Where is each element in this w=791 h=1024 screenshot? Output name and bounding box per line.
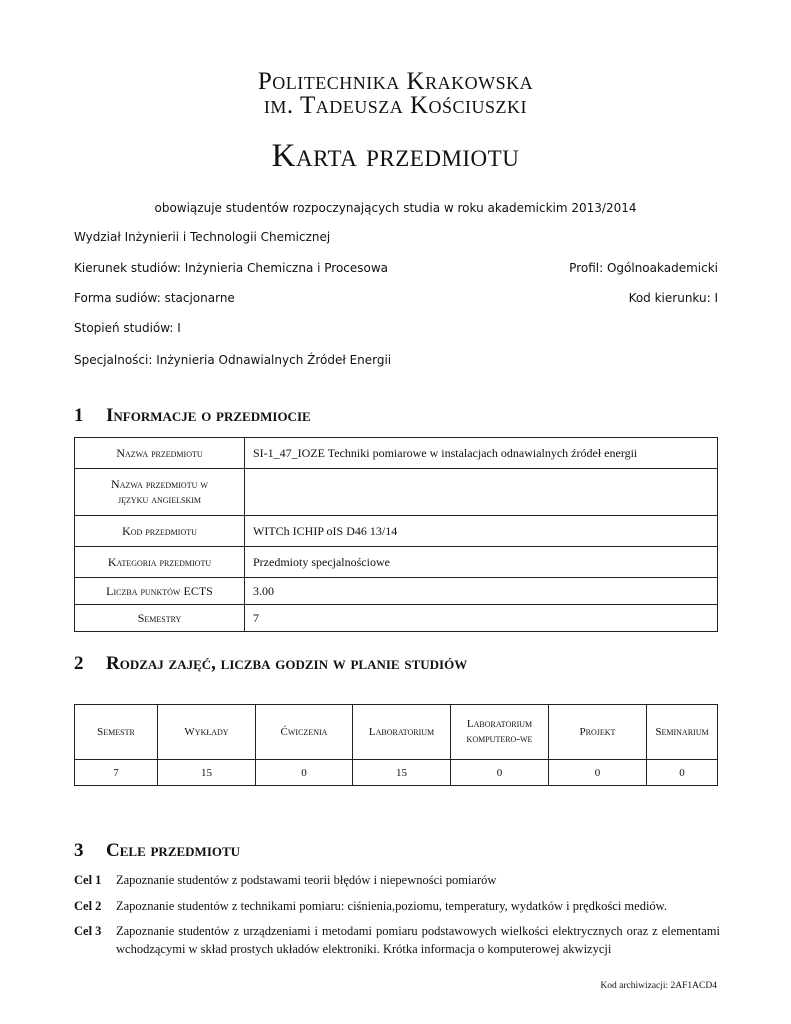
archive-code: Kod archiwizacji: 2AF1ACD4 xyxy=(600,981,717,991)
goal-text: Zapoznanie studentów z urządzeniami i metodami pomiaru podstawowych wielkości elektrycznych oraz z elementami wchodzącymi w skład prostych układów elektroniki. Krótka informacja o komputerowej akwizycji xyxy=(116,924,720,956)
profile: Profil: Ogólnoakademicki xyxy=(569,261,718,275)
study-form: Forma sudiów: stacjonarne xyxy=(74,291,235,305)
goal-code: Cel 1 xyxy=(74,873,102,887)
table-label: Kod przedmiotu xyxy=(75,516,245,547)
table-cell: 7 xyxy=(75,760,158,786)
study-level: Stopień studiów: I xyxy=(74,321,181,335)
column-header: Semestr xyxy=(75,705,158,760)
table-value xyxy=(245,469,718,516)
table-row xyxy=(75,605,718,632)
table-value: 7 xyxy=(245,605,718,632)
column-header-text: Laboratorium komputero-we xyxy=(466,718,533,745)
section-title: Rodzaj zajęć, liczba godzin w planie studiów xyxy=(106,653,468,674)
section-number: 3 xyxy=(74,840,84,861)
column-header: Ćwiczenia xyxy=(256,705,353,760)
faculty-line xyxy=(74,229,718,245)
table-label xyxy=(75,469,245,516)
section-title: Cele przedmiotu xyxy=(106,840,241,861)
table-row xyxy=(75,516,718,547)
table-row xyxy=(75,578,718,605)
hours-table xyxy=(74,704,718,786)
table-value: Przedmioty specjalnościowe xyxy=(245,547,718,578)
section-title: Informacje o przedmiocie xyxy=(106,405,311,426)
table-label-text: Nazwa przedmiotu w języku angielskim xyxy=(111,477,208,506)
table-label: Nazwa przedmiotu xyxy=(75,438,245,469)
section-2-heading xyxy=(74,653,467,675)
form-line xyxy=(74,290,718,306)
goal-item xyxy=(74,922,720,958)
goal-code: Cel 3 xyxy=(74,924,102,938)
table-cell: 0 xyxy=(256,760,353,786)
section-3-heading xyxy=(74,840,240,862)
field-line xyxy=(74,260,718,276)
table-value: 3.00 xyxy=(245,578,718,605)
field-code: Kod kierunku: I xyxy=(628,291,718,305)
table-row xyxy=(75,438,718,469)
course-info-table xyxy=(74,437,718,632)
goal-code: Cel 2 xyxy=(74,899,102,913)
table-label: Semestry xyxy=(75,605,245,632)
goal-item xyxy=(74,897,720,915)
specialties-line xyxy=(74,352,718,368)
column-header: Laboratorium xyxy=(353,705,451,760)
column-header: Wykłady xyxy=(158,705,256,760)
section-number: 2 xyxy=(74,653,84,674)
table-cell: 0 xyxy=(549,760,647,786)
table-row xyxy=(75,760,718,786)
specialties: Specjalności: Inżynieria Odnawialnych Źródeł Energii xyxy=(74,353,392,367)
table-value: WITCh ICHIP oIS D46 13/14 xyxy=(245,516,718,547)
field-of-study: Kierunek studiów: Inżynieria Chemiczna i Procesowa xyxy=(74,261,389,275)
column-header: Projekt xyxy=(549,705,647,760)
table-value: SI-1_47_IOZE Techniki pomiarowe w instalacjach odnawialnych źródeł energii xyxy=(245,438,718,469)
level-line xyxy=(74,320,718,336)
section-1-heading xyxy=(74,405,311,427)
table-label: Liczba punktów ECTS xyxy=(75,578,245,605)
column-header xyxy=(451,705,549,760)
goal-text: Zapoznanie studentów z technikami pomiaru: ciśnienia,poziomu, temperatury, wydatków i prędkości mediów. xyxy=(116,899,668,913)
table-row xyxy=(75,547,718,578)
table-cell: 15 xyxy=(158,760,256,786)
goal-item xyxy=(74,871,720,889)
goal-text: Zapoznanie studentów z podstawami teorii błędów i niepewności pomiarów xyxy=(116,873,497,887)
university-name-line1: Politechnika Krakowska xyxy=(257,68,534,95)
table-cell: 0 xyxy=(451,760,549,786)
university-name-line2: im. Tadeusza Kościuszki xyxy=(263,92,528,119)
table-row xyxy=(75,469,718,516)
table-header-row xyxy=(75,705,718,760)
page-title: Karta przedmiotu xyxy=(271,138,520,174)
column-header: Seminarium xyxy=(647,705,718,760)
faculty: Wydział Inżynierii i Technologii Chemicznej xyxy=(74,230,331,244)
section-number: 1 xyxy=(74,405,84,426)
table-cell: 0 xyxy=(647,760,718,786)
table-label: Kategoria przedmiotu xyxy=(75,547,245,578)
table-cell: 15 xyxy=(353,760,451,786)
page-subtitle: obowiązuje studentów rozpoczynających studia w roku akademickim 2013/2014 xyxy=(154,201,637,215)
